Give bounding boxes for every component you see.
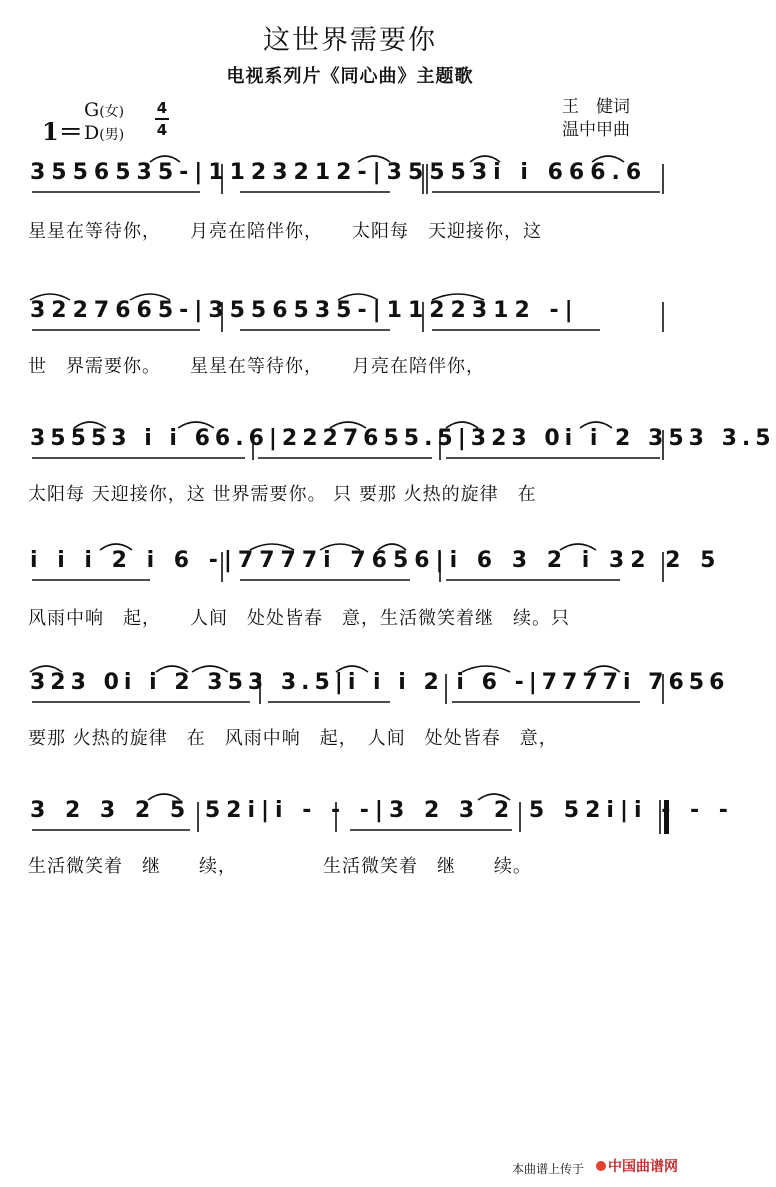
score-row-3-lyrics: 太阳每 天迎接你，这 世界需要你。 只 要那 火热的旋律 在 (28, 484, 537, 505)
score-row-5 (0, 662, 730, 722)
site-logo[interactable] (596, 1156, 678, 1176)
key-male-note: (男) (99, 127, 125, 143)
score-row-6 (0, 790, 734, 850)
score-row-5-lyrics: 要那 火热的旋律 在 风雨中响 起， 人间 处处皆春 意， (28, 728, 558, 749)
score-row-2-notes: 3227665-|3556535-|1122312 -| (30, 298, 579, 323)
time-signature-bottom: 4 (156, 121, 168, 139)
score-row-5-notes: 323 0i i 2 353 3.5|i i i 2 i 6 -|7777i 7656 (30, 670, 730, 695)
site-logo-icon (596, 1161, 606, 1171)
score-row-4-notes: i i i 2 i 6 -|7777i 7656|i 6 3 2 i 32 2 5 (30, 548, 722, 573)
score-row-1 (0, 152, 700, 212)
score-row-6-lyrics: 生活微笑着 继 续， 生活微笑着 继 续。 (28, 856, 532, 877)
score-row-1-notes: 3556535-|1123212-|35553i i 666.6 (30, 160, 648, 185)
credits (562, 96, 630, 142)
time-signature-top: 4 (156, 99, 168, 117)
score-row-2-lyrics: 世 界需要你。 星星在等待你， 月亮在陪伴你， (28, 356, 485, 377)
time-signature (152, 100, 172, 138)
score-row-1-lyrics: 星星在等待你， 月亮在陪伴你， 太阳每 天迎接你，这 (28, 221, 542, 242)
site-logo-text: 中国曲谱网 (608, 1159, 678, 1175)
composer-credit: 温中甲曲 (562, 120, 630, 140)
key-female: G (84, 99, 100, 121)
score-row-4 (0, 540, 722, 600)
page-title: 这世界需要你 (263, 25, 437, 56)
key-male: D (84, 122, 100, 144)
upload-note: 本曲谱上传于 (512, 1162, 585, 1176)
page-subtitle: 电视系列片《同心曲》主题歌 (226, 66, 474, 87)
key-signature-label: 1＝ (42, 117, 83, 146)
score-row-6-notes: 3 2 3 2 5 52i|i - - -|3 2 3 2 5 52i|i - - - (30, 798, 734, 823)
score-row-3 (0, 418, 776, 478)
key-female-note: (女) (99, 104, 125, 120)
score-row-2 (0, 290, 700, 350)
score-row-3-notes: 35553 i i 66.6|2227655.5|323 0i i 2 353 3.5 (30, 426, 776, 451)
lyricist-credit: 王 健词 (562, 97, 630, 117)
score-row-4-lyrics: 风雨中响 起， 人间 处处皆春 意，生活微笑着继 续。只 (28, 608, 570, 629)
key-signature (84, 100, 124, 146)
